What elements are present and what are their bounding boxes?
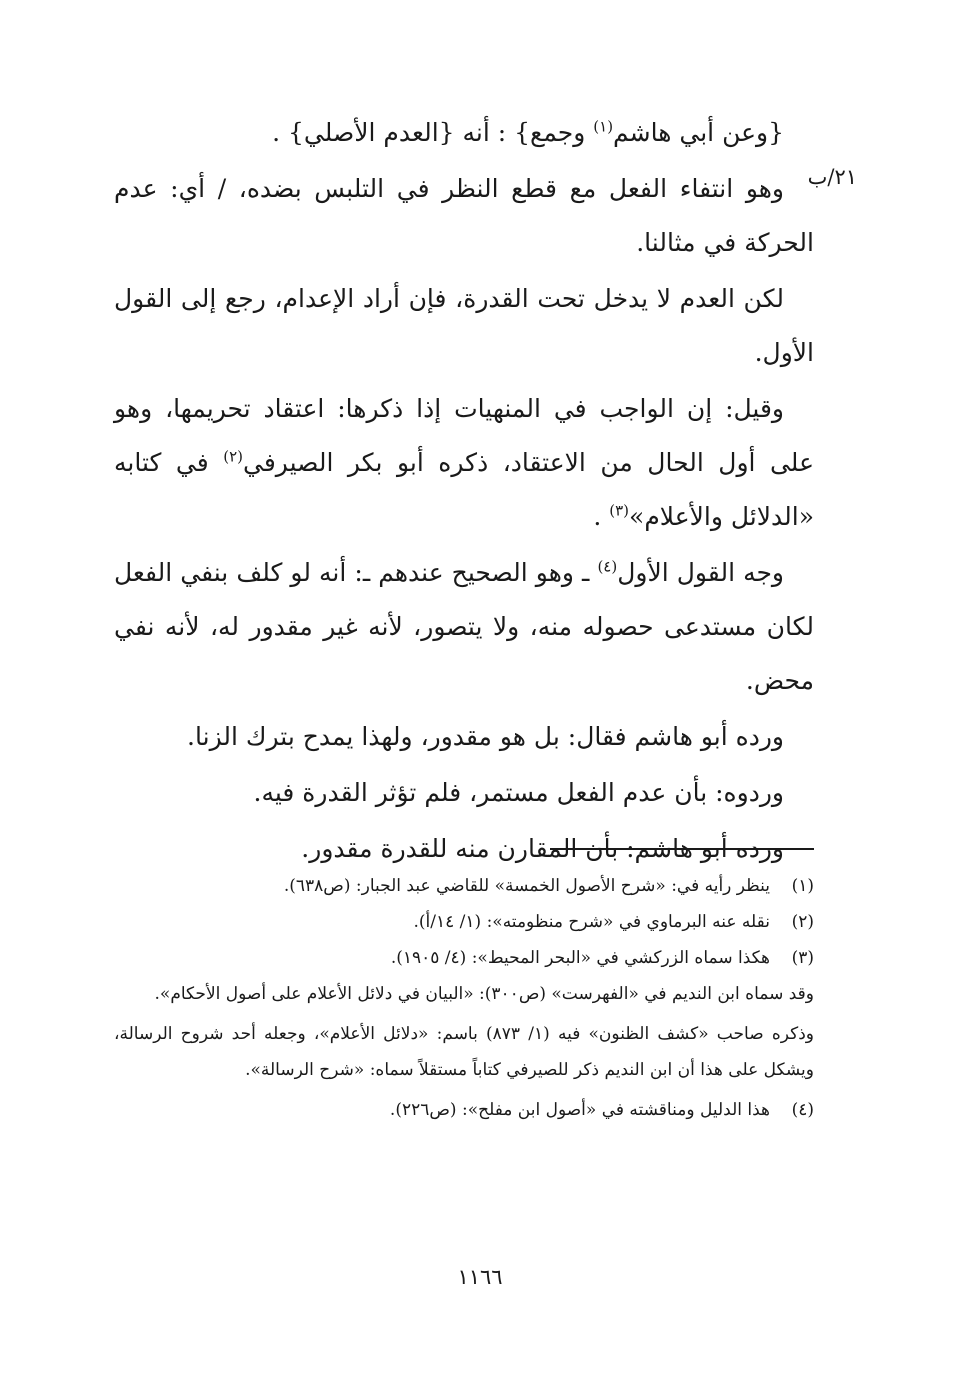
- text-span: {وعن أبي هاشم: [613, 118, 784, 147]
- text-span: .: [593, 502, 610, 531]
- footnote-text: هكذا سماه الزركشي في «البحر المحيط»: (٤/ ١٩٠٥).: [390, 948, 770, 968]
- paragraph-heading-quote: [114, 106, 814, 160]
- footnote-ref-4[interactable]: (٤): [597, 557, 618, 576]
- paragraph-first-view-argument: [114, 546, 814, 708]
- footnote-3-continuation-kashf: وذكره صاحب «كشف الظنون» فيه (١/ ٨٧٣) باسم: «دلائل الأعلام»، وجعله أحد شروح الرسالة، ويشكل على هذا أن ابن النديم ذكر للصيرفي كتاباً مستقلاً سماه: «شرح الرسالة».: [114, 1024, 814, 1080]
- paragraph-definition: وهو انتفاء الفعل مع قطع النظر في التلبس بضده، / أي: عدم الحركة في مثالنا.: [114, 174, 814, 257]
- text-span: وقيل: إن الواجب في المنهيات إذا ذكرها: اعتقاد تحريمها، وهو على أول الحال من الاعتقاد، ذكره أبو بكر الصيرفي: [114, 394, 814, 477]
- footnote-number: (٤): [791, 1100, 814, 1120]
- footnote-ref-1[interactable]: (١): [593, 117, 614, 136]
- footnote-1: [114, 868, 814, 904]
- paragraph-objection: لكن العدم لا يدخل تحت القدرة، فإن أراد الإعدام، رجع إلى القول الأول.: [114, 284, 814, 367]
- paragraph-other-view: [114, 382, 814, 544]
- footnote-4: [114, 1092, 814, 1128]
- line-rebuttal: وردوه: بأن عدم الفعل مستمر، فلم تؤثر القدرة فيه.: [253, 778, 784, 807]
- footnote-2: [114, 904, 814, 940]
- footnote-3-continuation-fihrist: وقد سماه ابن النديم في «الفهرست» (ص٣٠٠): «البيان في دلائل الأعلام على أصول الأحكام».: [154, 984, 814, 1004]
- text-span: وجمع} : أنه {العدم الأصلي} .: [272, 118, 594, 147]
- footnote-number: (٢): [791, 912, 814, 932]
- line-abu-hashim-counter: ورده أبو هاشم: بأن المقارن منه للقدرة مقدور.: [301, 834, 784, 863]
- footnote-text: هذا الدليل ومناقشته في «أصول ابن مفلح»: (ص٢٢٦).: [389, 1100, 770, 1120]
- footnote-divider: [550, 848, 814, 850]
- footnote-number: (١): [791, 876, 814, 896]
- footnote-text: ينظر رأيه في: «شرح الأصول الخمسة» للقاضي عبد الجبار: (ص٦٣٨).: [283, 876, 770, 896]
- margin-folio-reference: ٢١/ب: [807, 165, 857, 189]
- footnote-number: (٣): [791, 948, 814, 968]
- footnote-3: [114, 940, 814, 976]
- footnotes: [114, 868, 814, 1128]
- line-abu-hashim-reply: ورده أبو هاشم فقال: بل هو مقدور، ولهذا يمدح بترك الزنا.: [187, 722, 784, 751]
- footnote-ref-2[interactable]: (٢): [223, 447, 244, 466]
- text-span: ـ وهو الصحيح عندهم ـ: أنه لو كلف بنفي الفعل لكان مستدعى حصوله منه، ولا يتصور، لأنه غير مقدور له، لأنه نفي محض.: [114, 558, 814, 695]
- footnote-ref-3[interactable]: (٣): [609, 501, 630, 520]
- text-span: وجه القول الأول: [617, 558, 785, 587]
- main-text: [114, 106, 814, 878]
- page-number: ١١٦٦: [457, 1265, 503, 1289]
- text-span: في كتابه «الدلائل والأعلام»: [114, 448, 814, 531]
- footnote-text: نقله عنه البرماوي في «شرح منظومته»: (١/ ١٤/أ).: [413, 912, 770, 932]
